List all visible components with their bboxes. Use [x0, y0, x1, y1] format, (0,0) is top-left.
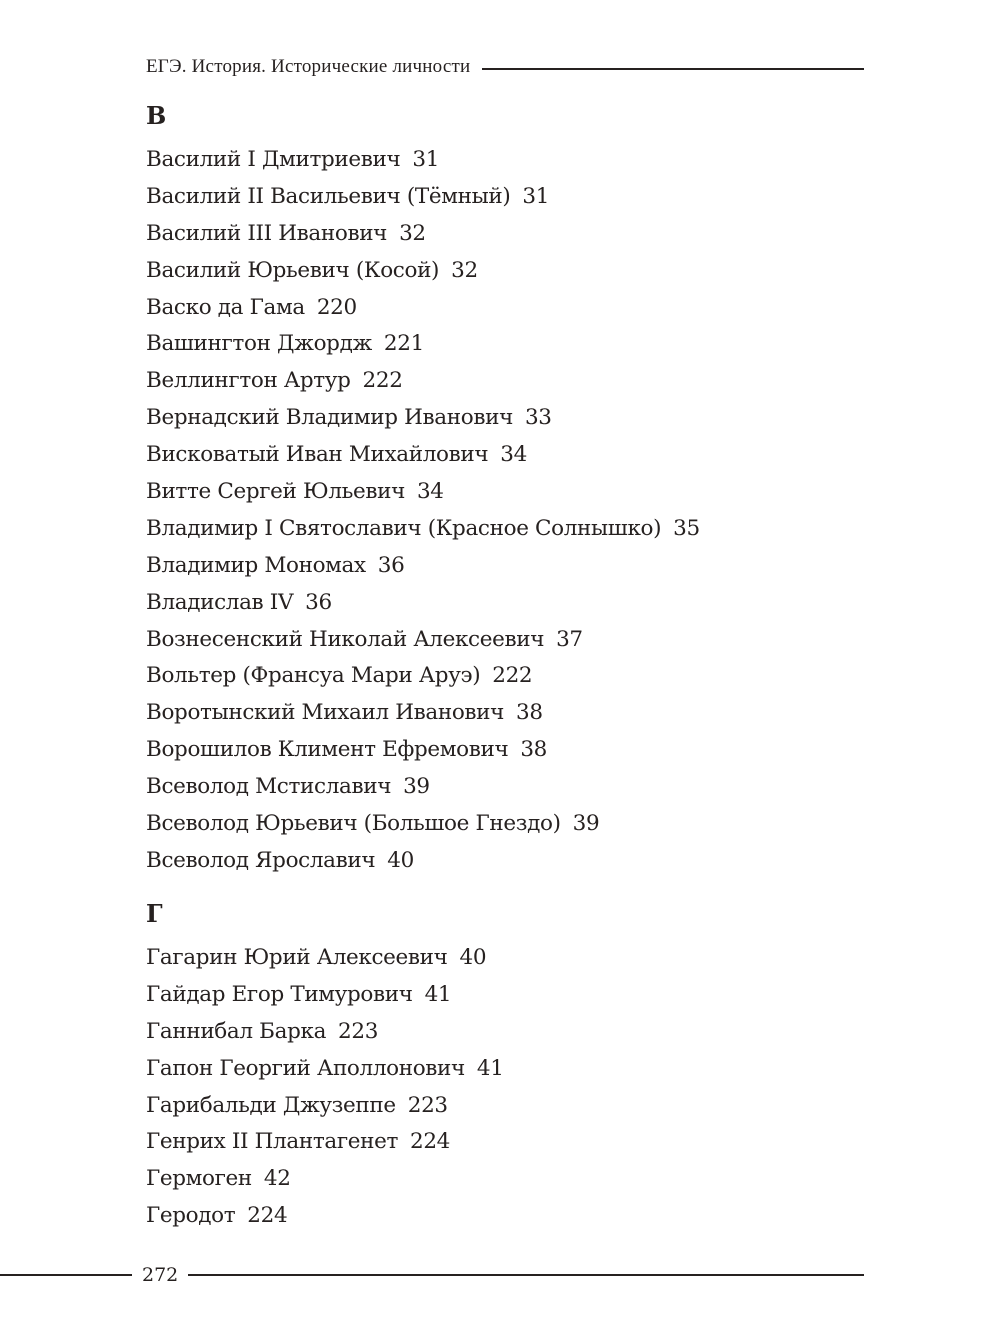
entry-page: 40	[387, 847, 414, 873]
index-entry	[146, 326, 866, 363]
entry-list	[146, 940, 866, 1235]
entry-name: Всеволод Юрьевич (Большое Гнездо)	[146, 811, 561, 837]
entry-name: Витте Сергей Юльевич	[146, 479, 405, 505]
index-section-g	[146, 896, 866, 1235]
entry-name: Ворошилов Климент Ефремович	[146, 737, 509, 763]
entry-page: 41	[476, 1055, 504, 1081]
entry-name: Гагарин Юрий Алексеевич	[146, 945, 448, 970]
section-letter: Г	[146, 899, 163, 928]
entry-page: 34	[500, 442, 527, 468]
entry-name: Владимир Мономах	[146, 552, 366, 578]
index-entry	[146, 1088, 866, 1125]
index-entry	[146, 695, 866, 732]
index-entry	[146, 1198, 866, 1235]
entry-page: 221	[383, 331, 424, 357]
entry-name: Гермоген	[146, 1166, 252, 1192]
index-entry	[146, 843, 866, 880]
entry-page: 223	[338, 1018, 379, 1044]
index-entry	[146, 179, 866, 216]
entry-page: 32	[451, 257, 478, 283]
entry-name: Василий II Васильевич (Тёмный)	[146, 183, 511, 209]
index-entry	[146, 940, 866, 977]
section-letter: В	[146, 101, 167, 130]
index-entry	[146, 1124, 866, 1161]
entry-page: 39	[403, 774, 430, 800]
entry-name: Ганнибал Барка	[146, 1018, 327, 1044]
index-entry	[146, 585, 866, 622]
running-head-rule	[482, 68, 864, 70]
index-entry	[146, 806, 866, 843]
entry-name: Владимир I Святославич (Красное Солнышко)	[146, 515, 662, 541]
index-section-v	[146, 98, 866, 880]
index-entry	[146, 658, 866, 695]
entry-name: Владислав IV	[146, 589, 294, 615]
entry-list	[146, 142, 866, 880]
index-entry	[146, 1014, 866, 1051]
index-entry	[146, 1051, 866, 1088]
entry-name: Вашингтон Джордж	[146, 331, 372, 357]
page-footer	[0, 1260, 864, 1290]
entry-page: 223	[407, 1092, 448, 1118]
index-entry	[146, 1161, 866, 1198]
entry-page: 32	[399, 220, 426, 246]
entry-name: Вознесенский Николай Алексеевич	[146, 626, 545, 652]
running-head	[146, 52, 864, 82]
entry-name: Вернадский Владимир Иванович	[146, 405, 513, 431]
entry-page: 222	[362, 368, 403, 394]
entry-name: Геродот	[146, 1203, 236, 1229]
entry-name: Гайдар Егор Тимурович	[146, 981, 413, 1007]
entry-name: Василий I Дмитриевич	[146, 147, 401, 172]
entry-page: 39	[572, 811, 600, 837]
index-entry	[146, 142, 866, 179]
entry-page: 42	[263, 1166, 291, 1192]
entry-name: Гарибальди Джузеппе	[146, 1092, 396, 1118]
index-entry	[146, 977, 866, 1014]
entry-name: Висковатый Иван Михайлович	[146, 442, 489, 468]
index-entry	[146, 474, 866, 511]
index-entry	[146, 622, 866, 659]
entry-name: Васко да Гама	[146, 294, 305, 320]
entry-page: 31	[522, 183, 550, 209]
index-entry	[146, 769, 866, 806]
entry-name: Воротынский Михаил Иванович	[146, 700, 505, 726]
entry-page: 38	[516, 700, 543, 726]
index-entry	[146, 290, 866, 327]
entry-name: Всеволод Мстиславич	[146, 774, 392, 800]
running-head-title: ЕГЭ. История. Исторические личности	[146, 56, 471, 77]
entry-page: 38	[520, 737, 547, 763]
index-entry	[146, 548, 866, 585]
entry-page: 36	[377, 552, 405, 578]
index-entry	[146, 437, 866, 474]
entry-page: 34	[416, 479, 444, 505]
index-entry	[146, 511, 866, 548]
entry-page: 41	[424, 981, 452, 1007]
entry-name: Всеволод Ярославич	[146, 847, 376, 873]
entry-name: Гапон Георгий Аполлонович	[146, 1055, 465, 1081]
entry-name: Генрих II Плантагенет	[146, 1129, 399, 1155]
entry-name: Вольтер (Франсуа Мари Аруэ)	[146, 663, 481, 689]
index-entry	[146, 732, 866, 769]
index-entry	[146, 400, 866, 437]
footer-rule-right	[188, 1274, 864, 1276]
index-entry	[146, 216, 866, 253]
entry-page: 220	[316, 294, 357, 320]
index-entry	[146, 253, 866, 290]
page-number: 272	[142, 1264, 179, 1286]
entry-page: 35	[673, 515, 700, 541]
entry-page: 36	[305, 589, 332, 615]
entry-page: 224	[247, 1203, 288, 1229]
entry-page: 31	[412, 147, 440, 172]
footer-rule-left	[0, 1274, 132, 1276]
entry-page: 37	[556, 626, 583, 652]
entry-name: Василий III Иванович	[146, 220, 388, 246]
entry-page: 40	[459, 945, 487, 970]
entry-page: 222	[492, 663, 533, 689]
index-entry	[146, 363, 866, 400]
entry-name: Веллингтон Артур	[146, 368, 351, 394]
entry-page: 33	[524, 405, 552, 431]
entry-page: 224	[410, 1129, 451, 1155]
entry-name: Василий Юрьевич (Косой)	[146, 257, 440, 283]
